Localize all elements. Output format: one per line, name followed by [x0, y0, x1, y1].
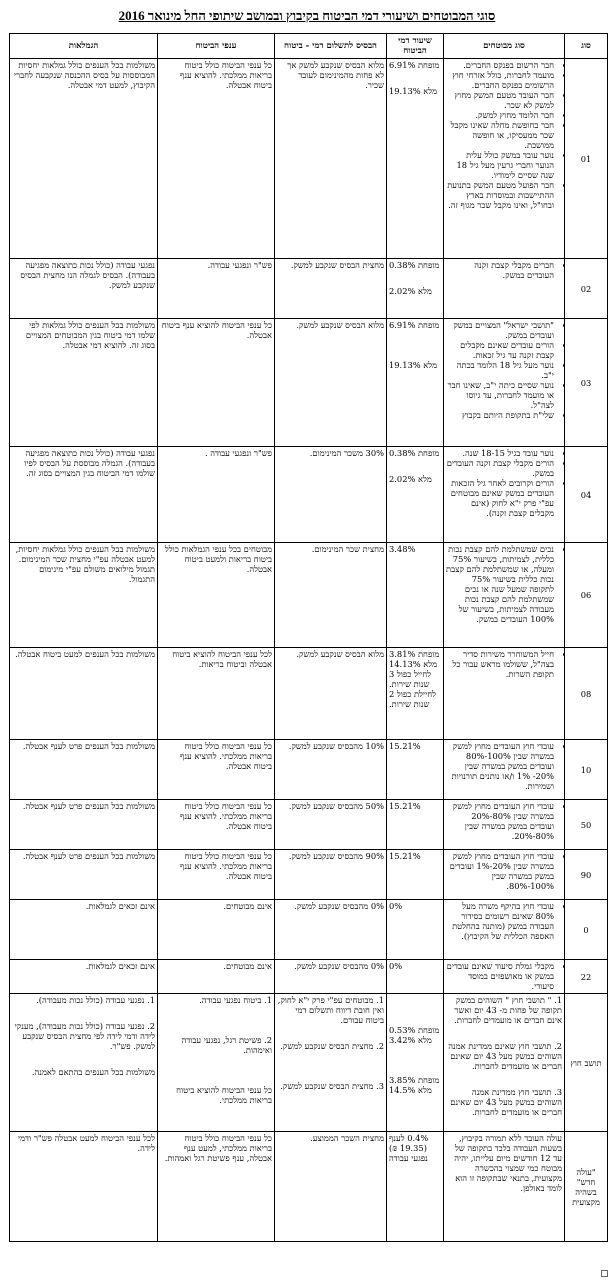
type-code: 06 [565, 543, 608, 648]
branch-item: 2. פשיטת רגל, נפגעי עבודה ואימהות. [181, 1035, 272, 1055]
insured-cell [444, 850, 565, 900]
table-row [10, 994, 608, 1132]
header-insured: סוג מבוטחים [444, 34, 565, 59]
benefits-cell: משולמות בכל הענפים פרט לענף אבטלה. [10, 740, 158, 800]
benefits-cell: משולמות בכל הענפים כולל גמלאות יחסיות, למעט אבטלה עפ"י מחצית שכר המינימום. תגמול מילואים משולם עפ"י מינימום התגמול. [10, 543, 158, 648]
table-row [10, 800, 608, 850]
table-row [10, 850, 608, 900]
table-row [10, 740, 608, 800]
rate-value: 0% [389, 901, 403, 911]
list-item: • חבר הלומד מחוץ למשק. [446, 110, 554, 120]
list-item: • חבר הפועל מטעם המשק בתנועת ההתיישבות ובמוסדות בארץ ובחו"ל, ואינו מקבל שכר מגוף זה. [446, 180, 554, 210]
benefits-cell [10, 994, 158, 1132]
insured-cell [444, 800, 565, 850]
base-cell: מחצית השכר הממוצע. [275, 1132, 387, 1242]
table-row [10, 543, 608, 648]
insured-cell [444, 960, 565, 994]
rate-cell [387, 648, 444, 740]
rate-cell [387, 319, 444, 447]
rate-cell [387, 447, 444, 543]
benefit-item: 2. נפגעי עבודה (כולל נכות מעבודה), מענקי לידה ודמי לידה לפי מחצית הבסיס שנקבע למשק. פש"ר. [14, 1021, 155, 1051]
list-item: • חבר העובד מטעם המשק מחוץ למשק לא שכר. [446, 90, 554, 110]
rate-reduced: מופחת 6.91% [389, 320, 440, 330]
branches-cell: אינם מבוטחים. [158, 900, 275, 960]
list-item: • עובדי חוץ בהיקף משרה מעל 80% שאינם רשומים בסידור העבודה במשק (מותנה בהחלטת האספה הכללית של הקיבוץ). [446, 901, 554, 941]
rate-value: מופחת 3.85% מלא 14.5% [389, 1075, 440, 1095]
rate-cell [387, 800, 444, 850]
branches-cell: כל ענפי הביטוח כולל ביטוח בריאות ממלכתי. להוציא ענף ביטוח אבטלה. [158, 740, 275, 800]
rate-reduced: מופחת 3.81% [389, 649, 440, 659]
base-cell: מלוא הבסיס שנקבע למשק. [275, 319, 387, 447]
benefits-cell: משולמות בכל הענפים פרט לענף אבטלה. [10, 800, 158, 850]
branches-cell: מבוטחים בכל ענפי הגמלאות כולל ביטוח בריאות ולמעט ביטוח אבטלה. [158, 543, 275, 648]
branches-cell: כל ענפי הביטוח כולל ביטוח בריאות ממלכתי. להוציא ענף ביטוח אבטלה. [158, 800, 275, 850]
base-item: 2. מחצית הבסיס שנקבע למשק. [280, 1041, 384, 1051]
list-item: • חבר הרשום בפנקס החברים. [446, 60, 554, 70]
list-item: • עובדי חוץ העובדים מחוץ למשק במשרה שבין 80%-20% ועובדים במשק במשרה שבין 80%-20%. [446, 801, 554, 841]
type-code: 04 [565, 447, 608, 543]
base-cell: 0% מהבסיס שנקבע למשק. [275, 900, 387, 960]
base-cell: 10% מהבסיס שנקבע למשק. [275, 740, 387, 800]
insured-cell [444, 648, 565, 740]
list-item: 3. תושבי חוץ ממדינת אמנה השוהים במשק מעל 43 יום שאינם חברים או מועמדים לחברות. [450, 1087, 562, 1117]
header-benefits: הגמלאות [10, 34, 158, 59]
insured-cell [444, 59, 565, 259]
list-item: • עובדי חוץ העובדים מחוץ למשק במשרה שבין 20%-1% ועובדים במשק במשרה שבין 100%-80%. [446, 851, 554, 891]
branches-cell: לכל ענפי הביטוח להוציא ביטוח אבטלה וביטוח בריאות. [158, 648, 275, 740]
base-item: 1. מבוטחים עפ"י פרק י"א לחוק, ואין חובת דיווח ותשלום דמי ביטוח עבורם. [277, 995, 384, 1025]
list-item: • "תושבי ישראל" המצויים במשק ועובדים במשק. [446, 320, 554, 340]
rate-value: 0.4% לענף (19.35 ₪) נפגעי עבודה [389, 1133, 429, 1163]
base-cell: 30% משכר המינימום. [275, 447, 387, 543]
type-code: 22 [565, 960, 608, 994]
list-item: 2. תושבי חוץ שאינם ממדינת אמנה השוהים במשק מעל 43 יום שאינם חברים או מועמדים לחברות. [448, 1041, 562, 1071]
base-cell: מחצית שכר המינימום. [275, 543, 387, 648]
base-cell: 90% מהבסיס שנקבע למשק. [275, 850, 387, 900]
rate-full: מלא 2.02% [389, 474, 432, 484]
rate-cell [387, 900, 444, 960]
rate-value: 15.21% [389, 801, 421, 811]
rate-cell [387, 1132, 444, 1242]
type-code: 90 [565, 850, 608, 900]
rate-reduced: מופחת 6.91% [389, 60, 440, 70]
rate-cell [387, 543, 444, 648]
branch-item: כל ענפי הביטוח להוציא ביטוח בריאות ממלכתי. [176, 1085, 272, 1105]
list-item: 1. " תושבי חוץ " השוהים במשק תקופה של פחות מ- 43 יום ואשר אינם חברים או מועמדים לחברות. [454, 995, 562, 1025]
list-item: • מועמד לחברות, כולל אזרחי חוץ הרשומים בפנקס החברים. [446, 70, 554, 90]
list-item: • חברים מקבלי קצבת זקנה העובדים במשק. [446, 260, 554, 280]
rate-reduced: מופחת 0.38% [389, 260, 440, 270]
list-item: • עובדי חוץ העובדים מחוץ למשק במשרה שבין 100%-80% ועובדים במשק במשרה שבין 20%- 1% ו/או נותנים תורנויות ושמירות. [446, 741, 554, 791]
insurance-table [9, 33, 608, 1242]
branches-cell [158, 994, 275, 1132]
insured-cell [444, 900, 565, 960]
list-item: • שלי"ת בתקופת היותם בקבוץ [446, 410, 554, 420]
branches-cell: כל ענפי הביטוח כולל ביטוח בריאות ממלכתי. להוציא ענף ביטוח אבטלה. [158, 59, 275, 259]
insured-cell [444, 543, 565, 648]
benefits-cell: לכל ענפי הביטוח למעט אבטלה פש"ר ודמי לידה. [10, 1132, 158, 1242]
branch-item: 1. ביטוח נפגעי עבודה. [199, 995, 272, 1005]
table-row [10, 648, 608, 740]
header-rate: שיעור דמי הביטוח [387, 34, 444, 59]
rate-full: מלא 19.13% [389, 360, 438, 370]
base-cell: 0% מהבסיס שנקבע למשק. [275, 960, 387, 994]
insured-cell [444, 740, 565, 800]
page-title: סוגי המבוטחים ושיעורי דמי הביטוח בקיבוץ ובמושב שיתופי החל מינואר 2016 [118, 8, 496, 23]
benefits-cell: אינם זכאים לגמלאות. [10, 960, 158, 994]
base-cell: מלוא הבסיס שנקבע למשק אך לא פחות מהמינימום לעובד שכיר. [275, 59, 387, 259]
type-code: 08 [565, 648, 608, 740]
branches-cell: כל ענפי הביטוח כולל ביטוח בריאות ממלכתי, למעט ענף אבטלה, ענף פשיטת רגל ואמהות. [158, 1132, 275, 1242]
rate-cell [387, 740, 444, 800]
rate-value: 15.21% [389, 741, 421, 751]
rate-reduced: מופחת 0.38% [389, 448, 440, 458]
rate-cell [387, 960, 444, 994]
type-code: 10 [565, 740, 608, 800]
list-item: • מקבלי גמלת סיעוד שאינם עובדים במשק או מאושפזים במוסד סיעודי. [446, 961, 554, 991]
rate-full: מלא 2.02% [389, 286, 432, 296]
benefits-cell: אינם זכאים לגמלאות. [10, 900, 158, 960]
benefits-cell: משולמות בכל הענפים למעט ביטוח אבטלה. [10, 648, 158, 740]
table-row [10, 900, 608, 960]
list-item: • הורים וקרובים לאחר גיל הזכאות העובדים במשק שאינם מבוטחים עפ"י פרק י"א לחוק (אינם מקבלים קצבת זקנה). [446, 478, 554, 518]
benefit-item: 1. נפגעי עבודה (כולל נכות מעבודה). [36, 995, 155, 1005]
rate-cell [387, 59, 444, 259]
list-item: • נוער שסיים כיתה י"ב, שאינו חבר או מועמד לחברות, עד גיוסו לצה"ל. [446, 380, 554, 410]
table-row [10, 447, 608, 543]
type-code: תושב חוץ [565, 994, 608, 1132]
branches-cell: פש"ר ונפגעי עבודה. [158, 259, 275, 319]
list-item: • חייל המשוחרר משירות סדיר בצה"ל, ששולמו מראש עבור כל תקופת השרות. [446, 649, 554, 679]
benefits-cell: משולמות בכל הענפים כולל גמלאות לפי שלמו דמי ביטוח בגין המבוטחים המצויים בסוג זה. להוציא דמי אבטלה. [10, 319, 158, 447]
insured-cell [444, 319, 565, 447]
list-item: • נוער עובד במשק כולל עלית הנוער וחברי גרעין מעל גיל 18 שנה שסיים לימודיו. [446, 150, 554, 180]
list-item: • נוער מעל גיל 18 הלומד בכתה י"ב. [446, 360, 554, 380]
type-code: "עולה חדש" בשהיה מקצועית [565, 1132, 608, 1242]
base-cell: מלוא הבסיס שנקבע למשק. [275, 648, 387, 740]
header-base: הבסיס לתשלום דמי - ביטוח [275, 34, 387, 59]
branches-cell: אינם מבוטחים. [158, 960, 275, 994]
rate-value: 15.21% [389, 851, 421, 861]
list-item: • נכים שמשתלמת להם קצבת נכות כללית, לצמיתות, בשיעור 75% ומעלה, או שמשתלמת להם קצבת נכות כללית בשיעור 75% לתקופה שמעל שנה או נכים שמשתלמת להם קצבת נכות מעבודה לצמיתות, בשיעור של 100% העובדים במשק. [446, 544, 554, 624]
rate-full: מלא 14.13% לחייל כפול 3 שנות שירות. [389, 659, 438, 689]
insured-cell: עולה העובד ללא תמורה בקיבוץ, בשעות העבודה בלבד בתקופה של עד 12 חודשים מיום עלייתו, יהיה מבוטח כמי שמצוי בהכשרה מקצועית, בתנאי שבתקופה זו הוא לומד באולפן. [444, 1132, 565, 1242]
table-row [10, 319, 608, 447]
list-item: • נוער עובד בגיל 18-15 שנה. [446, 448, 554, 458]
benefits-cell: נפגעי עבודה (כולל נכות כתוצאה מפגיעה בעבודה). הגמלה מבוססת על הבסיס לפיו שולמו דמי הביטוח בגין המצויים בסוג זה. [10, 447, 158, 543]
rate-note: לחיילת כפול 2 שנות שירות. [389, 689, 437, 709]
base-item: 3. מחצית הבסיס שנקבע למשק. [280, 1081, 384, 1091]
benefit-item: משולמות בכל הענפים בהתאם לאמנה. [31, 1067, 155, 1077]
type-code: 03 [565, 319, 608, 447]
table-row [10, 960, 608, 994]
base-cell: מחצית הבסיס שנקבע למשק. [275, 259, 387, 319]
rate-value: 0% [389, 961, 403, 971]
table-row [10, 1132, 608, 1242]
base-cell [275, 994, 387, 1132]
list-item: • הורים עובדים שאינם מקבלים קצבת זקנה עד גיל זכאות. [446, 340, 554, 360]
branches-cell: פש"ר ונפגעי עבודה . [158, 447, 275, 543]
header-branches: ענפי הביטוח [158, 34, 275, 59]
list-item: • הורים מקבלי קצבת זקנה העובדים במשק. [446, 458, 554, 478]
base-cell: 50% מהבסיס שנקבע למשק. [275, 800, 387, 850]
table-row [10, 59, 608, 259]
rate-cell [387, 850, 444, 900]
rate-full: מלא 19.13% [389, 86, 438, 96]
rate-cell [387, 259, 444, 319]
benefits-cell: משולמות בכל הענפים כולל גמלאות יחסיות המבוססות על בסיס ההכנסה שנקבעה לחברי הקיבוץ, למעט דמי אבטלה. [10, 59, 158, 259]
type-code: 50 [565, 800, 608, 850]
table-row [10, 259, 608, 319]
insured-cell [444, 994, 565, 1132]
insured-cell [444, 447, 565, 543]
type-code: 01 [565, 59, 608, 259]
benefits-cell: משולמות בכל הענפים פרט לענף אבטלה. [10, 850, 158, 900]
page-end-marker [601, 1270, 608, 1277]
insured-cell [444, 259, 565, 319]
list-item: • חבר בחופשת מחלה שאינו מקבל שכר ממעסיקו, או חופשה ממושכת. [446, 120, 554, 150]
rate-value: 3.48% [389, 544, 416, 554]
branches-cell: כל ענפי הביטוח להוציא ענף ביטוח אבטלה. [158, 319, 275, 447]
type-code: 02 [565, 259, 608, 319]
branches-cell: כל ענפי הביטוח כולל ביטוח בריאות ממלכתי. להוציא ענף ביטוח אבטלה. [158, 850, 275, 900]
rate-cell [387, 994, 444, 1132]
type-code: 0 [565, 900, 608, 960]
benefits-cell: נפגעי עבודה (כולל נכות כתוצאה מפגיעה בעבודה). הבסיס לגמלה הנו מחצית הבסיס שנקבע למשק. [10, 259, 158, 319]
rate-value: מופחת 0.53% מלא 3.42% [389, 1025, 440, 1045]
header-type: סוג [565, 34, 608, 59]
